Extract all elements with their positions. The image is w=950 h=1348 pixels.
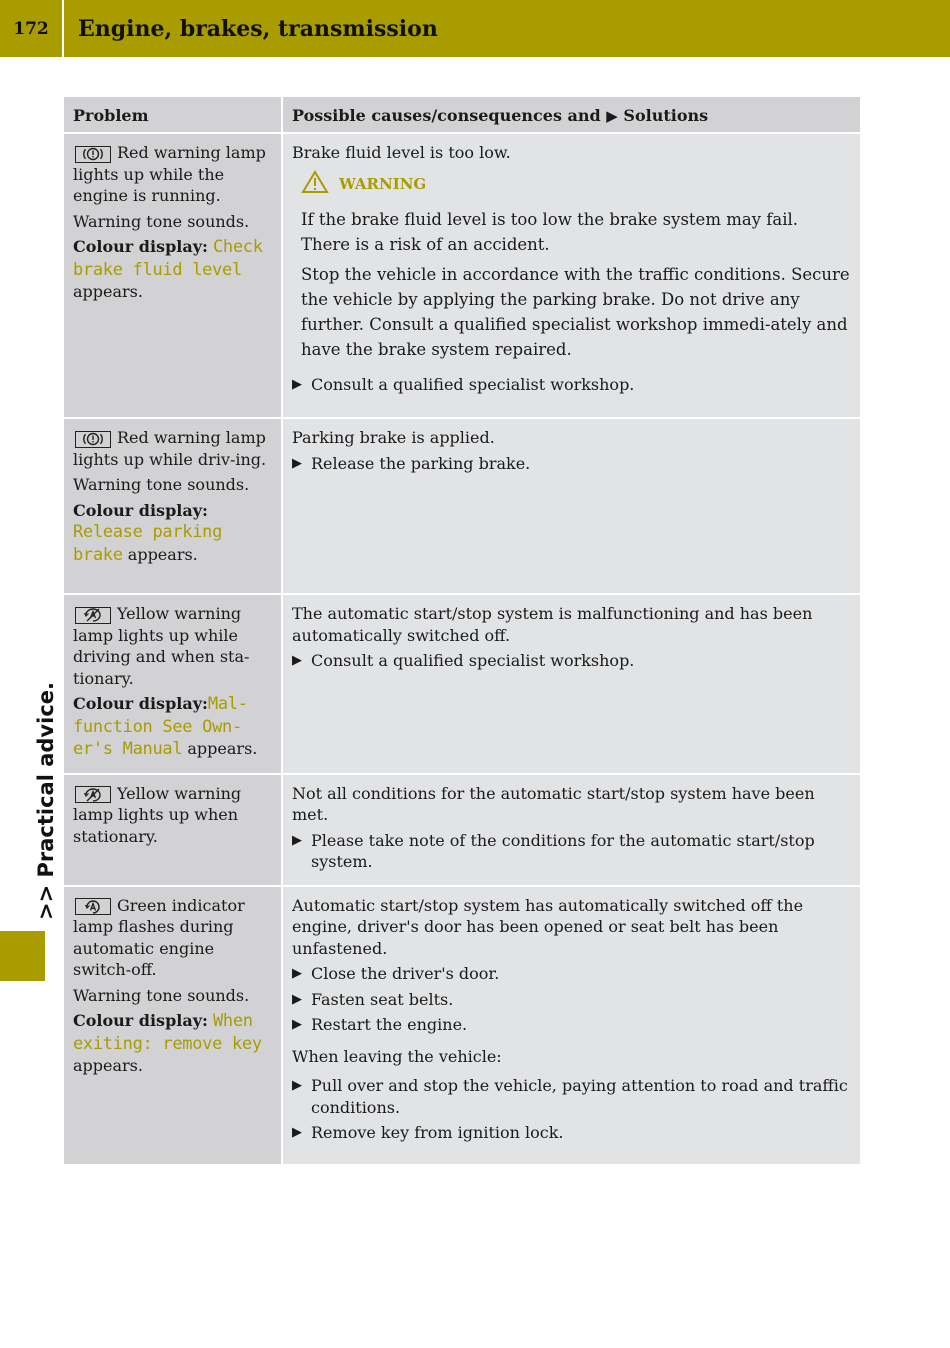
display-after-text: appears.	[73, 282, 143, 301]
problem-text: Red warning lamp lights up while driv-ing.	[73, 428, 267, 469]
problem-cell	[64, 133, 282, 418]
step-item	[292, 989, 851, 1011]
column-header-solutions-a: Possible causes/consequences and	[292, 106, 601, 125]
solution-cell	[282, 594, 860, 774]
step-text: Close the driver's door.	[311, 964, 500, 983]
table-row	[64, 886, 860, 1164]
brake-warning-icon	[75, 146, 111, 163]
troubleshooting-table	[64, 97, 860, 1164]
display-label: Colour display:	[73, 694, 208, 713]
warning-paragraph: If the brake fluid level is too low the brake system may fail. There is a risk of an accident.	[301, 210, 799, 254]
cause-text: The automatic start/stop system is malfunctioning and has been automatically switched off.	[292, 604, 813, 645]
step-item	[292, 374, 851, 396]
step-item	[292, 1014, 851, 1036]
step-text: Fasten seat belts.	[311, 989, 454, 1009]
solution-cell	[282, 418, 860, 594]
arrow-right-icon: ▶	[292, 455, 302, 471]
step-text: Consult a qualified specialist workshop.	[311, 375, 635, 394]
warning-tone-text: Warning tone sounds.	[73, 985, 250, 1005]
warning-tone-text: Warning tone sounds.	[73, 211, 250, 231]
solution-cell	[282, 133, 860, 418]
step-text: Pull over and stop the vehicle, paying attention to road and traffic conditions.	[311, 1076, 848, 1117]
problem-text: Yellow warning lamp lights up while driving and when sta-tionary.	[73, 604, 250, 688]
step-text: Restart the engine.	[311, 1015, 468, 1034]
arrow-right-icon: ▶	[292, 991, 302, 1007]
display-after-text: appears.	[187, 739, 258, 758]
problem-cell	[64, 774, 282, 886]
arrow-right-icon: ▶	[292, 653, 302, 668]
page-number: 172	[13, 18, 49, 39]
display-after-text: appears.	[73, 1056, 143, 1075]
step-text: Consult a qualified specialist workshop.	[311, 651, 635, 670]
arrow-right-icon: ▶	[292, 377, 302, 392]
problem-cell	[64, 594, 282, 774]
start-stop-off-icon	[75, 607, 111, 624]
display-message: Release parking brake	[73, 522, 223, 565]
arrow-right-icon: ▶	[292, 966, 302, 981]
warning-label: WARNING	[339, 174, 427, 193]
display-label: Colour display:	[73, 1011, 208, 1030]
problem-text: Red warning lamp lights up while the engine is running.	[73, 143, 266, 205]
section-side-label: >> Practical advice.	[34, 682, 58, 920]
start-stop-off-icon	[75, 786, 111, 803]
problem-text: Green indicator lamp flashes during automatic engine switch-off.	[73, 895, 245, 979]
step-text: Release the parking brake.	[311, 453, 531, 473]
warning-paragraph: Stop the vehicle in accordance with the traffic conditions. Secure the vehicle by applying the parking brake. Do not drive any further. Consult a qualified specialist workshop immedi-ately and have the brake system repaired.	[301, 265, 850, 359]
step-item	[292, 1075, 851, 1118]
table-row	[64, 418, 860, 594]
display-after-text: appears.	[127, 544, 198, 564]
cause-text: Parking brake is applied.	[292, 428, 495, 447]
cause-text: Automatic start/stop system has automatically switched off the engine, driver's door has been opened or seat belt has been unfastened.	[292, 895, 804, 958]
display-label: Colour display:	[73, 500, 208, 520]
warning-tone-text: Warning tone sounds.	[73, 475, 250, 494]
header-divider	[62, 0, 64, 57]
display-message: When exiting: remove key	[73, 1011, 262, 1054]
step-item	[292, 650, 851, 672]
arrow-right-icon: ▶	[292, 1125, 302, 1140]
problem-text: Yellow warning lamp lights up when stationary.	[73, 783, 242, 846]
table-row	[64, 133, 860, 418]
step-text: Remove key from ignition lock.	[311, 1123, 564, 1142]
arrow-right-icon: ▶	[292, 1078, 302, 1093]
arrow-right-icon: ▶	[292, 1017, 302, 1032]
step-item	[292, 963, 851, 985]
cause-text: Not all conditions for the automatic start/stop system have been met.	[292, 783, 815, 824]
table-row	[64, 594, 860, 774]
subheading-text: When leaving the vehicle:	[292, 1046, 502, 1066]
step-text: Please take note of the conditions for the automatic start/stop system.	[311, 830, 815, 871]
display-label: Colour display:	[73, 237, 208, 256]
table-row	[64, 774, 860, 886]
display-message: Mal-function See Own-er's Manual	[73, 694, 248, 759]
step-item	[292, 830, 851, 873]
section-side-tab	[0, 931, 45, 981]
column-header-solutions	[282, 97, 860, 133]
cause-text: Brake fluid level is too low.	[292, 143, 511, 162]
warning-box	[301, 170, 851, 363]
problem-cell	[64, 418, 282, 594]
arrow-right-icon: ▶	[606, 107, 618, 125]
problem-cell	[64, 886, 282, 1164]
page-title: Engine, brakes, transmission	[78, 15, 438, 42]
start-stop-icon	[75, 898, 111, 915]
column-header-problem: Problem	[64, 97, 282, 133]
solution-cell	[282, 886, 860, 1164]
display-message: Check brake fluid level	[73, 237, 263, 280]
step-item	[292, 1122, 851, 1144]
column-header-solutions-b: Solutions	[623, 106, 709, 125]
brake-warning-icon	[75, 431, 111, 448]
solution-cell	[282, 774, 860, 886]
warning-triangle-icon	[301, 170, 329, 200]
arrow-right-icon: ▶	[292, 832, 302, 848]
step-item	[292, 453, 851, 475]
